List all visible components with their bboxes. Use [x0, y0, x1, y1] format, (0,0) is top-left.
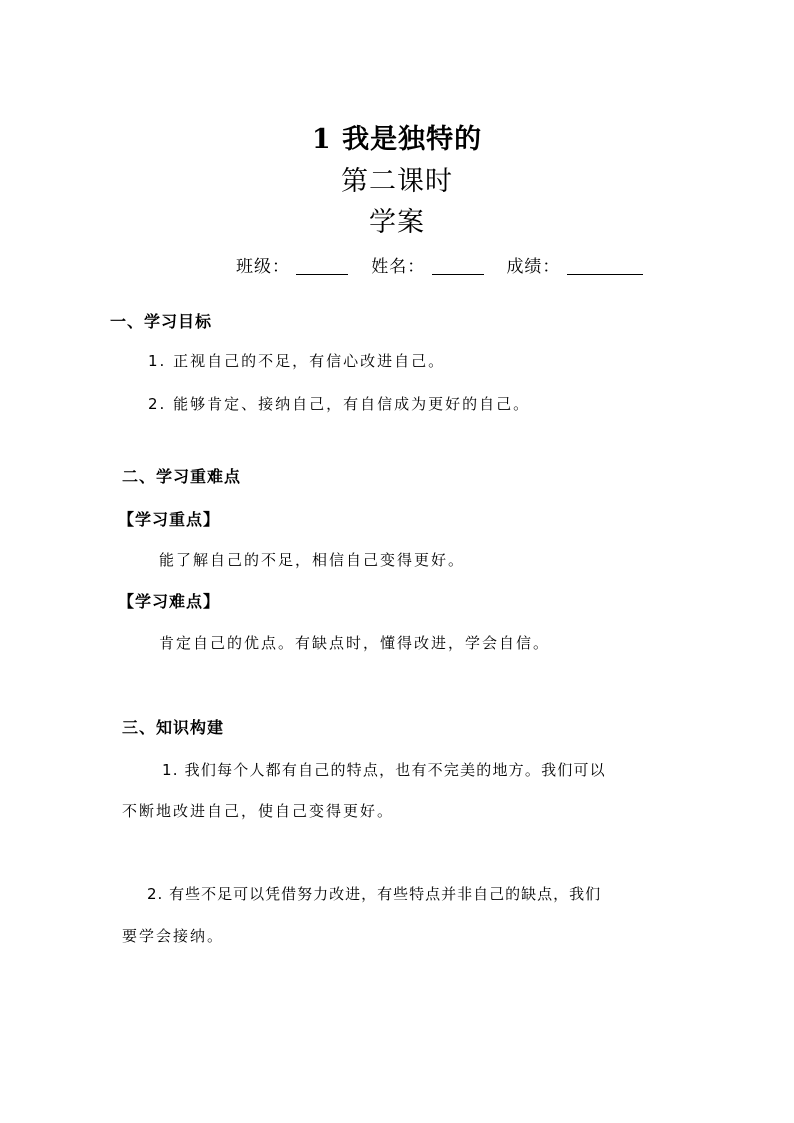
- name-label: 姓名：: [371, 257, 426, 277]
- difficult-point-label: 【学习难点】: [118, 592, 221, 611]
- knowledge-paragraph-line: 1. 我们每个人都有自己的特点，也有不完美的地方。我们可以: [162, 761, 606, 779]
- section-heading-goals: 一、学习目标: [110, 312, 213, 331]
- student-info-row: [236, 256, 643, 278]
- lesson-title: 1 我是独特的: [311, 124, 483, 155]
- knowledge-paragraph-line: 要学会接纳。: [122, 927, 225, 945]
- key-point-label: 【学习重点】: [118, 510, 221, 529]
- section-heading-key-points: 二、学习重难点: [122, 467, 242, 486]
- score-blank[interactable]: [567, 258, 643, 275]
- lesson-period: 第二课时: [341, 166, 453, 197]
- class-blank[interactable]: [296, 258, 348, 275]
- score-label: 成绩：: [506, 257, 561, 277]
- class-label: 班级：: [236, 257, 290, 277]
- goal-item: 1. 正视自己的不足，有信心改进自己。: [148, 352, 446, 370]
- name-blank[interactable]: [432, 258, 484, 275]
- knowledge-paragraph-line: 不断地改进自己，使自己变得更好。: [122, 802, 395, 820]
- section-heading-knowledge: 三、知识构建: [122, 718, 225, 737]
- document-type: 学案: [369, 207, 425, 238]
- difficult-point-text: 肯定自己的优点。有缺点时，懂得改进，学会自信。: [159, 634, 551, 652]
- key-point-text: 能了解自己的不足，相信自己变得更好。: [159, 551, 466, 569]
- goal-item: 2. 能够肯定、接纳自己，有自信成为更好的自己。: [148, 395, 531, 413]
- knowledge-paragraph-line: 2. 有些不足可以凭借努力改进，有些特点并非自己的缺点，我们: [147, 885, 602, 903]
